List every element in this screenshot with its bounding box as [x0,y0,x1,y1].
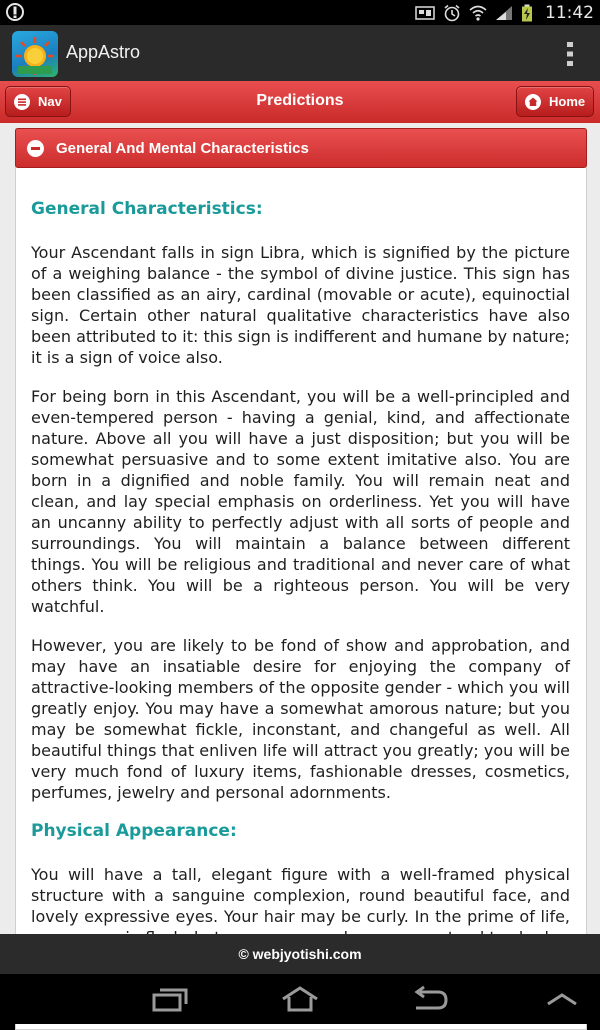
paragraph: You will have a tall, elegant figure with a well-framed physical structure with a sanguine complexion, round beautiful face, and lovely expressive eyes. Your hair may be curly. In the prime of life, [31,865,570,926]
signal-icon [495,5,513,21]
screenshot-icon [415,5,435,21]
characteristics-panel [15,128,587,1030]
paragraph: For being born in this Ascendant, you will be a well-principled and even-tempered person - having a genial, kind, and affectionate nature. Above all you will have a just disposition; but you will be somewhat persuasive and to some extent imitative also. You are born in a dignified and noble family. You will remain neat and clean, and lay special emphasis on orderliness. Yet you will have an uncanny ability to perfectly adjust with all sorts of people and surroundings. You will maintain a balance between different things. You will be religious and traditional and never care of what others think. You will be a righteous person. You will be very watchful. [31,387,570,616]
do-not-disturb-icon [6,3,24,21]
paragraph: However, you are likely to be fond of show and approbation, and may have an insatiable desire for enjoying the company of attractive-looking members of the opposite gender - which you will greatly enjoy. You may have a somewhat amorous nature; but you may be somewhat fickle, inconstant, and changeful as well. All beautiful things that enliven life will attract you greatly; you will be very much fond of luxury items, fashionable dresses, cosmetics, perfumes, jewelry and personal adornments. [31,636,570,802]
app-bar [0,25,600,81]
panel-body [16,168,586,948]
status-clock: 11:42 [545,2,594,23]
collapse-icon[interactable] [542,986,582,1012]
system-nav-bar [0,974,600,1024]
panel-title: General And Mental Characteristics [56,139,309,157]
section-heading: General Characteristics: [31,199,263,219]
app-astro-logo[interactable] [12,31,58,77]
page-title: Predictions [256,92,344,109]
section-heading: Physical Appearance: [31,821,237,841]
home-label: Home [549,94,586,109]
overflow-menu-icon[interactable] [566,41,574,67]
wifi-icon [469,4,487,22]
sun-icon [12,31,58,77]
nav-label: Nav [38,94,62,109]
page-header [0,81,600,124]
panel-header[interactable] [15,128,587,168]
back-icon[interactable] [410,986,450,1012]
status-bar [0,0,600,25]
home-icon[interactable] [280,986,320,1012]
alarm-icon [443,4,461,22]
home-icon [525,94,541,110]
footer-copyright: © webjyotishi.com [0,934,600,974]
app-title: AppAstro [66,42,141,62]
collapse-icon[interactable] [27,140,44,157]
battery-charging-icon [521,4,533,22]
paragraph: Your Ascendant falls in sign Libra, which is signified by the picture of a weighing balance - the symbol of divine justice. This sign has been classified as an airy, cardinal (movable or acute), equinoctial sign. Certain other natural qualitative characteristics have also been attributed to it: this sign is indifferent and humane by nature; it is a sign of voice also. [31,243,570,367]
home-button[interactable] [516,86,594,117]
recent-apps-icon[interactable] [150,986,190,1012]
content-area[interactable] [0,123,600,934]
